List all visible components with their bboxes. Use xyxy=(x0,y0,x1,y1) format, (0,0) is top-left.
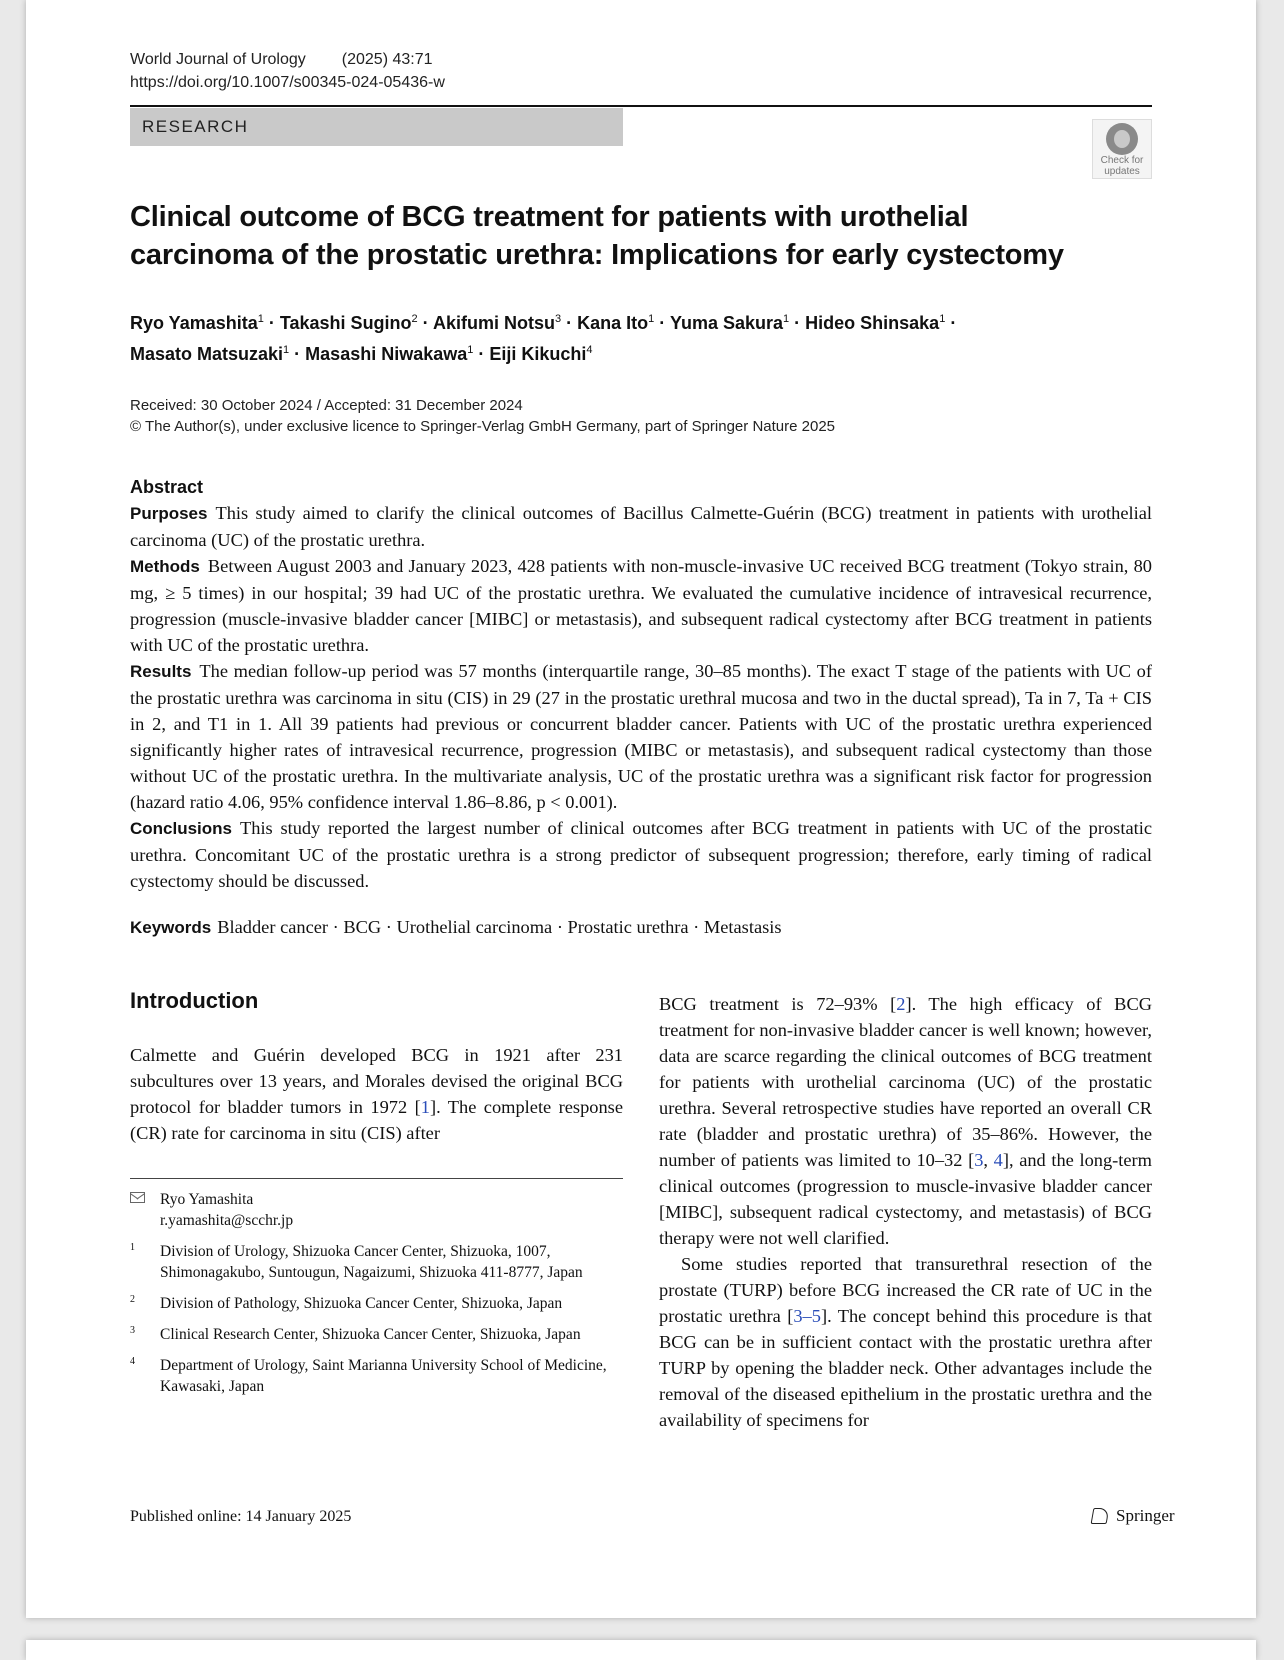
author-affiliation: 1 xyxy=(939,313,946,325)
journal-name: World Journal of Urology xyxy=(130,51,306,68)
affiliation-number: 1 xyxy=(130,1242,135,1253)
paper-page xyxy=(26,0,1256,1618)
author-name[interactable]: Hideo Shinsaka xyxy=(805,313,940,333)
results-text: The median follow-up period was 57 months (interquartile range, 30–85 months). The exact T stage of the patients with UC of the prostatic urethra was carcinoma in situ (CIS) in 29 (27 in the prostatic urethral mucosa and two in the ductal spread), Ta in 7, Ta + CIS in 2, and T1 in 1. All 39 patients had previous or concurrent bladder cancer. Patients with UC of the prostatic urethra experienced significantly higher rates of intravesical recurrence, progression (MIBC or metastasis), and subsequent radical cystectomy than those without UC of the prostatic urethra. In the multivariate analysis, UC of the prostatic urethra was a significant risk factor for progression (hazard ratio 4.06, 95% confidence interval 1.86–8.86, p < 0.001). xyxy=(130,661,1152,812)
keywords xyxy=(130,914,782,941)
article-dates xyxy=(130,395,835,437)
next-page-edge xyxy=(26,1640,1256,1660)
affiliation xyxy=(130,1355,623,1397)
intro-text: BCG treatment is 72–93% [ xyxy=(659,994,897,1014)
author-affiliation: 1 xyxy=(467,344,474,356)
corresponding-name: Ryo Yamashita xyxy=(160,1191,254,1208)
purposes-label: Purposes xyxy=(130,504,208,523)
author-affiliation: 1 xyxy=(648,313,655,325)
citation-link[interactable]: 4 xyxy=(993,1150,1003,1170)
author-name[interactable]: Eiji Kikuchi xyxy=(489,344,587,364)
check-updates-icon xyxy=(1106,123,1138,155)
results-label: Results xyxy=(130,662,192,681)
author-name[interactable]: Yuma Sakura xyxy=(669,313,784,333)
affiliation-text: Clinical Research Center, Shizuoka Cancer Center, Shizuoka, Japan xyxy=(160,1326,581,1343)
intro-left-column xyxy=(130,1042,623,1146)
affiliation-number: 4 xyxy=(130,1356,135,1367)
keywords-text: Bladder cancer · BCG · Urothelial carcinoma · Prostatic urethra · Metastasis xyxy=(217,917,782,937)
intro-paragraph xyxy=(659,1251,1152,1433)
author-name[interactable]: Akifumi Notsu xyxy=(433,313,556,333)
received-accepted: Received: 30 October 2024 / Accepted: 31 December 2024 xyxy=(130,397,523,414)
title-line-2: carcinoma of the prostatic urethra: Implications for early cystectomy xyxy=(130,239,1064,271)
intro-text: Some studies reported that transurethral resection of the prostate (TURP) before BCG increased the CR rate of UC in the prostatic urethra [ xyxy=(659,1254,1152,1326)
abstract-results xyxy=(130,658,1152,815)
footnotes xyxy=(130,1189,623,1407)
methods-text: Between August 2003 and January 2023, 428 patients with non-muscle-invasive UC received BCG treatment (Tokyo strain, 80 mg, ≥ 5 times) in our hospital; 39 had UC of the prostatic urethra. We evaluated the cumulative incidence of intravesical recurrence, progression (muscle-invasive bladder cancer [MIBC] or metastasis), and subsequent radical cystectomy after BCG treatment in patients with UC of the prostatic urethra. xyxy=(130,556,1152,655)
author-name[interactable]: Kana Ito xyxy=(577,313,649,333)
author-affiliation: 3 xyxy=(555,313,562,325)
affiliation-number: 3 xyxy=(130,1325,135,1336)
journal-header xyxy=(130,48,445,94)
author-name[interactable]: Ryo Yamashita xyxy=(130,313,258,333)
introduction-heading: Introduction xyxy=(130,988,259,1013)
abstract xyxy=(130,474,1152,894)
affiliation xyxy=(130,1324,623,1345)
purposes-text: This study aimed to clarify the clinical outcomes of Bacillus Calmette-Guérin (BCG) treatment in patients with urothelial carcinoma (UC) of the prostatic urethra. xyxy=(130,503,1152,550)
abstract-methods xyxy=(130,553,1152,658)
methods-label: Methods xyxy=(130,557,200,576)
copyright-line: © The Author(s), under exclusive licence to Springer-Verlag GmbH Germany, part of Springer Nature 2025 xyxy=(130,418,835,435)
check-updates-line1: Check for xyxy=(1100,155,1144,166)
abstract-purposes xyxy=(130,500,1152,553)
intro-right-column xyxy=(659,991,1152,1433)
intro-text: Calmette and Guérin developed BCG in 1921 after 231 subcultures over 13 years, and Morales devised the original BCG protocol for bladder tumors in 1972 [ xyxy=(130,1045,623,1117)
author-name[interactable]: Masashi Niwakawa xyxy=(305,344,468,364)
affiliation-text: Division of Pathology, Shizuoka Cancer Center, Shizuoka, Japan xyxy=(160,1295,563,1312)
intro-paragraph: BCG treatment is 72–93% [2]. The high efficacy of BCG treatment for non-invasive bladder cancer is well known; however, data are scarce regarding the clinical outcomes of BCG treatment for patients with urothelial carcinoma (UC) of the prostatic urethra. Several retrospective studies have reported an overall CR rate (bladder and prostatic urethra) of 35–86%. However, the number of patients was limited to 10–32 [3, 4], and the long-term clinical outcomes (progression to muscle-invasive bladder cancer [MIBC], subsequent radical cystectomy, and metastasis) of BCG therapy were not well clarified. xyxy=(659,994,1153,1248)
header-rule xyxy=(130,105,1152,107)
article-title xyxy=(130,198,1160,274)
check-for-updates-badge[interactable] xyxy=(1092,119,1152,179)
citation-link[interactable]: 3 xyxy=(974,1150,984,1170)
author-affiliation: 4 xyxy=(586,344,593,356)
corresponding-author xyxy=(130,1189,623,1231)
intro-text: ]. The concept behind this procedure is that BCG can be in sufficient contact with the prostatic urethra after TURP by opening the bladder neck. Other advantages include the removal of the diseased epithelium in the prostatic urethra and the availability of specimens for xyxy=(659,1306,1152,1430)
intro-text: ]. The high efficacy of BCG treatment for non-invasive bladder cancer is well known; however, data are scarce regarding the clinical outcomes of BCG treatment for patients with urothelial carcinoma (UC) of the prostatic urethra. Several retrospective studies have reported an overall CR rate (bladder and prostatic urethra) of 35–86%. However, the number of patients was limited to 10–32 [ xyxy=(659,994,1153,1170)
author-name[interactable]: Masato Matsuzaki xyxy=(130,344,284,364)
intro-text: ]. The complete response (CR) rate for carcinoma in situ (CIS) after xyxy=(130,1097,623,1143)
affiliation xyxy=(130,1241,623,1283)
keywords-label: Keywords xyxy=(130,918,212,937)
affiliation xyxy=(130,1293,623,1314)
author-affiliation: 2 xyxy=(411,313,418,325)
affiliation-text: Department of Urology, Saint Marianna University School of Medicine, Kawasaki, Japan xyxy=(160,1357,607,1395)
abstract-heading: Abstract xyxy=(130,477,204,497)
affiliation-number: 2 xyxy=(130,1294,135,1305)
check-updates-line2: updates xyxy=(1104,166,1140,177)
intro-text: ], and the long-term clinical outcomes (progression to muscle-invasive bladder cancer [MIBC], subsequent radical cystectomy, and metastasis) of BCG therapy were not well clarified. xyxy=(659,1150,1152,1248)
journal-citation: (2025) 43:71 xyxy=(341,51,433,68)
affiliation-text: Division of Urology, Shizuoka Cancer Center, Shizuoka, 1007, Shimonagakubo, Suntougun, Nagaizumi, Shizuoka 411-8777, Japan xyxy=(160,1243,583,1281)
envelope-icon xyxy=(130,1192,145,1203)
author-name[interactable]: Takashi Sugino xyxy=(279,313,412,333)
footnote-divider xyxy=(130,1178,623,1179)
publisher-name: Springer xyxy=(1116,1506,1175,1525)
author-affiliation: 1 xyxy=(283,344,290,356)
doi-link[interactable]: https://doi.org/10.1007/s00345-024-05436-w xyxy=(130,74,445,91)
springer-horse-icon xyxy=(1091,1508,1110,1524)
author-list: Ryo Yamashita$^1$ · Takashi Sugino$^2$ · Akifumi Notsu$^3$ · Kana Ito$^1$ · Yuma Sakura$^1$ · Hideo Shinsaka$^1$ · Masato Matsuzaki$^1$ · Masashi Niwakawa$^1$ · Eiji Kikuchi$^4$ xyxy=(130,313,957,364)
author-affiliation: 1 xyxy=(257,313,264,325)
section-label: RESEARCH xyxy=(130,108,623,146)
citation-link[interactable]: 1 xyxy=(420,1097,430,1117)
author-affiliation: 1 xyxy=(783,313,790,325)
publisher-logo xyxy=(1092,1506,1175,1526)
abstract-conclusions xyxy=(130,815,1152,894)
conclusions-text: This study reported the largest number of clinical outcomes after BCG treatment in patients with UC of the prostatic urethra. Concomitant UC of the prostatic urethra is a strong predictor of subsequent progression; therefore, early timing of radical cystectomy should be discussed. xyxy=(130,818,1152,891)
citation-link[interactable]: 3–5 xyxy=(793,1306,821,1326)
published-online: Published online: 14 January 2025 xyxy=(130,1508,352,1525)
citation-link[interactable]: 2 xyxy=(896,994,906,1014)
title-line-1: Clinical outcome of BCG treatment for patients with urothelial xyxy=(130,201,969,233)
conclusions-label: Conclusions xyxy=(130,819,233,838)
corresponding-email[interactable]: r.yamashita@scchr.jp xyxy=(160,1212,294,1229)
